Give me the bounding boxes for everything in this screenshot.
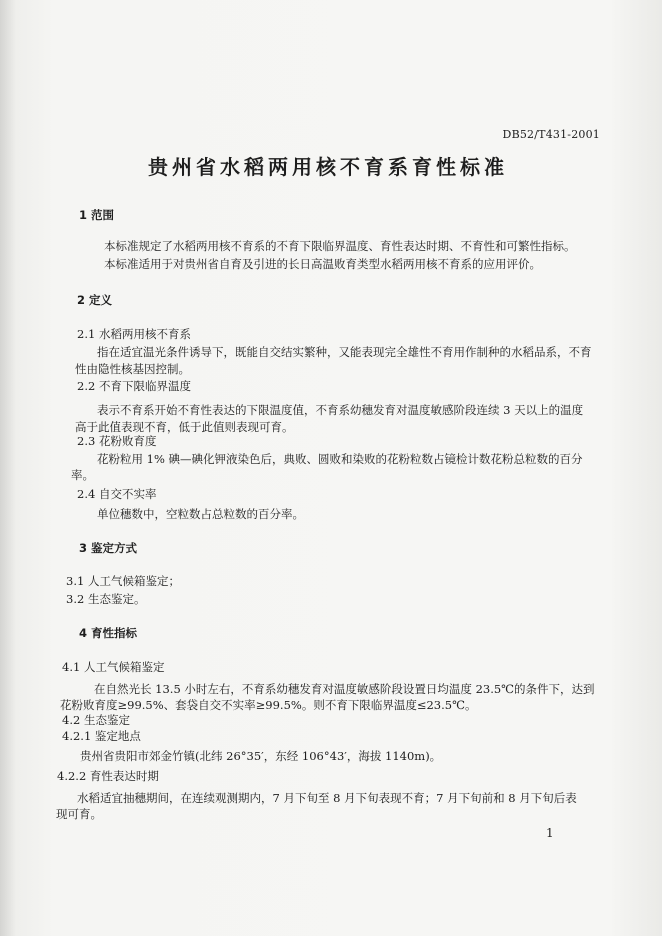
section-1-heading: 1 范围	[79, 208, 115, 222]
section-4-2-1-line-1: 贵州省贵阳市郊金竹镇(北纬 26°35′，东经 106°43′，海拔 1140m)。	[80, 749, 442, 763]
section-4-2-2-line-1: 水稻适宜抽穗期间，在连续观测期内，7 月下旬至 8 月下旬表现不育；7 月下旬前和 8 月下旬后表	[77, 791, 577, 805]
section-4-1-heading: 4.1 人工气候箱鉴定	[62, 660, 165, 674]
section-1-paragraph-2: 本标准适用于对贵州省自育及引进的长日高温败育类型水稻两用核不育系的应用评价。	[104, 257, 541, 271]
section-4-heading: 4 育性指标	[79, 626, 138, 640]
definition-2-3-line-1: 花粉粒用 1% 碘—碘化钾液染色后，典败、圆败和染败的花粉粒数占镜检计数花粉总粒数的百分	[97, 452, 583, 466]
section-1-paragraph-1: 本标准规定了水稻两用核不育系的不育下限临界温度、育性表达时期、不育性和可繁性指标。	[104, 239, 576, 253]
section-3-item-2: 3.2 生态鉴定。	[66, 592, 146, 606]
document-number: DB52/T431-2001	[502, 128, 600, 141]
section-4-2-2-heading: 4.2.2 育性表达时期	[57, 769, 159, 783]
section-4-2-2-line-2: 现可育。	[56, 807, 102, 821]
section-3-heading: 3 鉴定方式	[79, 541, 138, 555]
definition-2-3-heading: 2.3 花粉败育度	[77, 434, 157, 448]
definition-2-4-line-1: 单位穗数中，空粒数占总粒数的百分率。	[97, 507, 304, 521]
section-3-item-1: 3.1 人工气候箱鉴定；	[66, 574, 180, 588]
definition-2-2-line-1: 表示不育系开始不育性表达的下限温度值，不育系幼穗发育对温度敏感阶段连续 3 天以上的温度	[97, 403, 584, 417]
section-4-2-heading: 4.2 生态鉴定	[62, 713, 130, 727]
definition-2-2-line-2: 高于此值表现不育，低于此值则表现可育。	[75, 420, 294, 434]
document-title: 贵州省水稻两用核不育系育性标准	[148, 155, 508, 179]
section-4-1-line-2: 花粉败育度≥99.5%、套袋自交不实率≥99.5%。则不育下限临界温度≤23.5℃。	[60, 698, 477, 712]
section-4-2-1-heading: 4.2.1 鉴定地点	[62, 729, 141, 743]
definition-2-4-heading: 2.4 自交不实率	[77, 487, 157, 501]
definition-2-1-line-2: 性由隐性核基因控制。	[75, 362, 190, 376]
scan-edge-shadow	[0, 0, 16, 936]
definition-2-2-heading: 2.2 不育下限临界温度	[77, 379, 191, 393]
section-2-heading: 2 定义	[77, 293, 113, 307]
definition-2-1-line-1: 指在适宜温光条件诱导下，既能自交结实繁种，又能表现完全雄性不育用作制种的水稻品系，不育	[97, 345, 592, 359]
section-4-1-line-1: 在自然光长 13.5 小时左右，不育系幼穗发育对温度敏感阶段设置日均温度 23.5℃的条件下，达到	[94, 682, 595, 696]
definition-2-3-line-2: 率。	[71, 468, 94, 482]
definition-2-1-heading: 2.1 水稻两用核不育系	[77, 327, 191, 341]
page-number: 1	[546, 826, 554, 840]
